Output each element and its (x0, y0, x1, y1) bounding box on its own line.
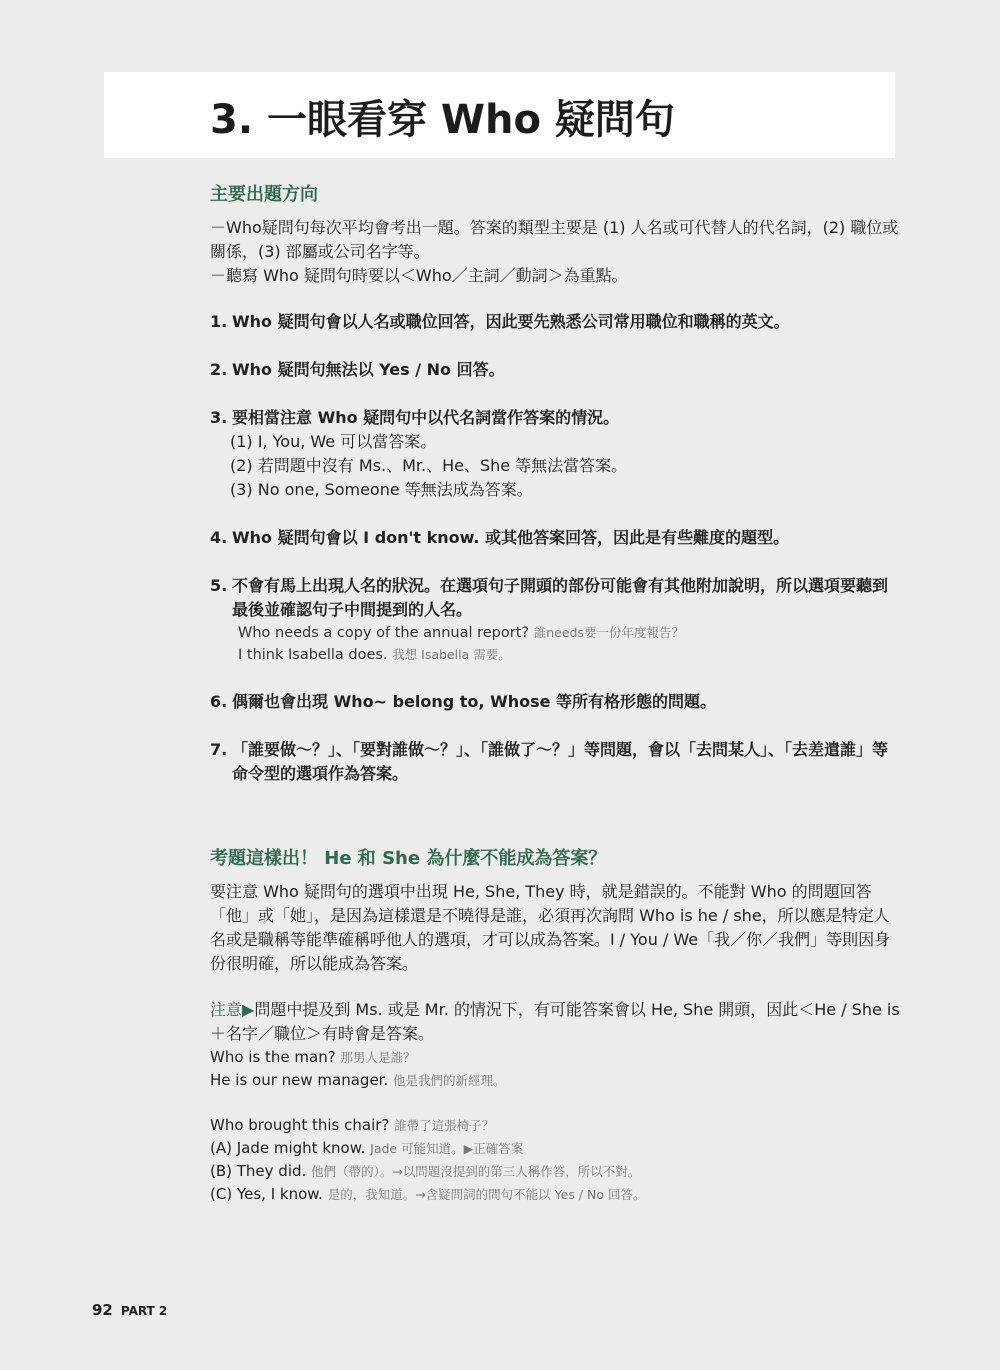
example-line (210, 622, 900, 644)
point-item (210, 690, 900, 714)
sub-item: (3) No one, Someone 等無法成為答案。 (230, 480, 533, 499)
point-number: 1. (210, 312, 228, 331)
points-list (210, 310, 900, 786)
example-zh: 他們（帶的）。→以問題沒提到的第三人稱作答，所以不對。 (311, 1164, 641, 1179)
point-text: Who 疑問句會以 I don't know. 或其他答案回答，因此是有些難度的題型。 (232, 528, 790, 547)
point-number: 2. (210, 360, 228, 379)
example-block (210, 1114, 900, 1206)
example-zh: 是的，我知道。→含疑問詞的問句不能以 Yes / No 回答。 (327, 1187, 646, 1202)
example-zh: 那男人是誰？ (340, 1050, 416, 1065)
example-line (210, 1114, 900, 1137)
example-zh: 他是我們的新經理。 (393, 1073, 506, 1088)
page-title: 3. 一眼看穿 Who 疑問句 (210, 97, 675, 143)
intro (210, 216, 900, 288)
example-en: (B) They did. (210, 1162, 307, 1180)
page-footer (92, 1301, 167, 1319)
section-heading-tip: 考題這樣出！ He 和 She 為什麼不能成為答案？ (210, 848, 607, 869)
section-heading-main: 主要出題方向 (210, 184, 318, 205)
example-line (210, 1046, 900, 1069)
content (210, 180, 900, 1206)
sub-item: (2) 若問題中沒有 Ms.、Mr.、He、She 等無法當答案。 (230, 456, 628, 475)
tip-paragraph (210, 880, 900, 976)
part-label: PART 2 (120, 1304, 168, 1318)
point-number: 6. (210, 692, 228, 711)
example-zh: Jade 可能知道。▶正確答案 (370, 1141, 524, 1156)
point-text: Who 疑問句無法以 Yes / No 回答。 (232, 360, 505, 379)
title-box (104, 72, 895, 158)
example-line (210, 1137, 900, 1160)
point-text: 要相當注意 Who 疑問句中以代名詞當作答案的情況。 (232, 408, 620, 427)
intro-line: －聽寫 Who 疑問句時要以＜Who／主詞／動詞＞為重點。 (210, 266, 628, 285)
point-number: 4. (210, 528, 228, 547)
example-en: Who needs a copy of the annual report? (238, 625, 530, 641)
point-number: 5. (210, 576, 228, 595)
example-block (210, 1046, 900, 1092)
point-item (210, 526, 900, 550)
example-line (210, 1183, 900, 1206)
point-text: 偶爾也會出現 Who~ belong to, Whose 等所有格形態的問題。 (232, 692, 717, 711)
note-text: 問題中提及到 Ms. 或是 Mr. 的情況下，有可能答案會以 He, She 開頭，因此＜He / She is＋名字／職位＞有時會是答案。 (210, 1000, 900, 1043)
example-line (210, 1160, 900, 1183)
example-en: He is our new manager. (210, 1071, 389, 1089)
example-zh: 誰needs要一份年度報告？ (533, 625, 684, 640)
tip-text: 要注意 Who 疑問句的選項中出現 He, She, They 時，就是錯誤的。不能對 Who 的問題回答「他」或「她」，是因為這樣還是不曉得是誰，必須再次詢問 Who is he / she，所以應是特定人名或是職稱等能準確稱呼他人的選項，才可以成為答案。I / You / We「我／你／我們」等則因身份很明確，所以能成為答案。 (210, 882, 891, 973)
point-number: 3. (210, 408, 228, 427)
example-line (210, 1069, 900, 1092)
example-en: I think Isabella does. (238, 647, 388, 663)
note (210, 998, 900, 1046)
point-item (210, 358, 900, 382)
example-en: Who brought this chair? (210, 1116, 390, 1134)
point-number: 7. (210, 740, 228, 759)
point-text: 不會有馬上出現人名的狀況。在選項句子開頭的部份可能會有其他附加說明，所以選項要聽到最後並確認句子中間提到的人名。 (232, 576, 889, 619)
section-exam-tip (210, 844, 900, 1206)
note-label: 注意▶ (210, 1000, 255, 1019)
example-en: (C) Yes, I know. (210, 1185, 323, 1203)
point-text: Who 疑問句會以人名或職位回答，因此要先熟悉公司常用職位和職稱的英文。 (232, 312, 790, 331)
example-zh: 我想 Isabella 需要。 (392, 647, 511, 662)
example-zh: 誰帶了這張椅子？ (394, 1118, 495, 1133)
point-item (210, 406, 900, 502)
point-item (210, 738, 900, 786)
point-text: 「誰要做～？」、「要對誰做～？」、「誰做了～？」等問題，會以「去問某人」、「去差遣誰」等命令型的選項作為答案。 (232, 740, 889, 783)
sub-item: (1) I, You, We 可以當答案。 (230, 432, 437, 451)
example-line (210, 644, 900, 666)
example-en: (A) Jade might know. (210, 1139, 366, 1157)
point-item (210, 574, 900, 666)
example-en: Who is the man? (210, 1048, 336, 1066)
page-number: 92 (92, 1301, 113, 1319)
intro-line: －Who疑問句每次平均會考出一題。答案的類型主要是 (1) 人名或可代替人的代名詞，(2) 職位或關係，(3) 部屬或公司名字等。 (210, 218, 899, 261)
point-item (210, 310, 900, 334)
